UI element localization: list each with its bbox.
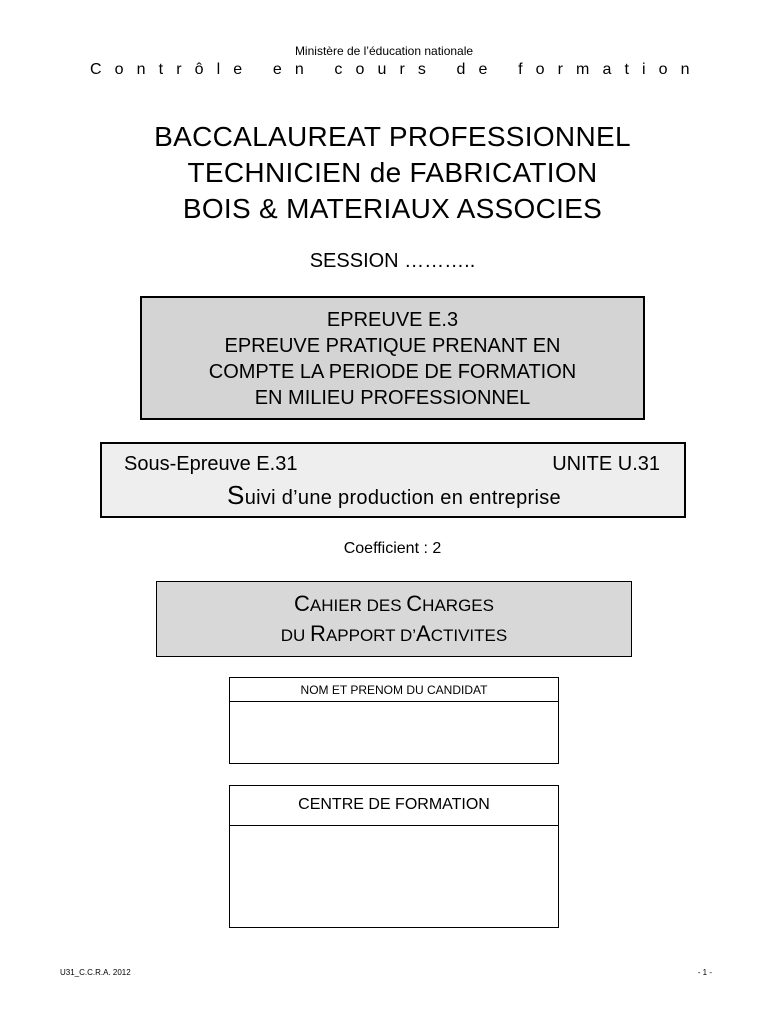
centre-formation-header: CENTRE DE FORMATION: [230, 786, 558, 826]
subtitle-letter: e: [272, 61, 282, 78]
subtitle-letter: u: [377, 61, 387, 78]
cahier-des-charges-box: [156, 581, 632, 657]
sous-epreuve-title: [102, 480, 686, 511]
centre-formation-field[interactable]: [230, 826, 558, 927]
cahier-text: CTIVITES: [430, 626, 508, 645]
subtitle-letter: r: [557, 61, 563, 78]
epreuve-line-3: COMPTE LA PERIODE DE FORMATION: [208, 361, 577, 383]
ministry-label: Ministère de l’éducation nationale: [294, 44, 474, 58]
cahier-text: APPORT D’: [325, 626, 417, 645]
epreuve-box: [140, 296, 645, 420]
title-line-1: BACCALAUREAT PROFESSIONNEL: [154, 121, 631, 152]
subtitle-letter: o: [658, 61, 668, 78]
subtitle-letter: r: [176, 61, 182, 78]
subtitle-letter: o: [535, 61, 545, 78]
cahier-text: AHIER DES: [309, 596, 407, 615]
epreuve-line-2: EPREUVE PRATIQUE PRENANT EN: [224, 335, 561, 357]
epreuve-line-1: EPREUVE E.3: [326, 309, 459, 331]
subtitle-letter: c: [334, 61, 343, 78]
sous-epreuve-title-rest: uivi d’une production en entreprise: [244, 487, 561, 509]
subtitle-letter: s: [417, 61, 426, 78]
cahier-line-2: [157, 620, 631, 650]
nom-prenom-header: NOM ET PRENOM DU CANDIDAT: [230, 678, 558, 702]
footer-reference: U31_C.C.R.A. 2012: [60, 968, 131, 977]
nom-prenom-box: [229, 677, 559, 764]
subtitle-letter: ô: [194, 61, 204, 78]
subtitle-letter: e: [478, 61, 488, 78]
subtitle-letter: i: [642, 61, 646, 78]
subtitle-letter: f: [518, 61, 523, 78]
nom-prenom-field[interactable]: [230, 702, 558, 763]
cap-letter: C: [406, 591, 423, 616]
subtitle-letter: o: [355, 61, 365, 78]
subtitle-letter: t: [624, 61, 629, 78]
subtitle-letter: [317, 61, 321, 79]
epreuve-line-4: EN MILIEU PROFESSIONNEL: [254, 387, 531, 409]
title-line-2: TECHNICIEN de FABRICATION: [187, 157, 598, 188]
sous-epreuve-title-initial: S: [227, 480, 245, 510]
subtitle-letter: [255, 61, 259, 79]
subtitle-letter: [439, 61, 443, 79]
subtitle-letter: [501, 61, 505, 79]
cahier-line-1: [157, 590, 631, 620]
sous-epreuve-box: [100, 442, 686, 518]
subtitle-letter: e: [233, 61, 243, 78]
subtitle-letter: r: [399, 61, 405, 78]
coefficient-label: Coefficient : 2: [343, 540, 442, 557]
cap-letter: R: [310, 621, 326, 646]
subtitle-letter: n: [294, 61, 304, 78]
sous-epreuve-label: Sous-Epreuve E.31: [124, 453, 298, 475]
session-label: SESSION ………..: [309, 250, 476, 272]
unite-label: UNITE U.31: [552, 453, 660, 475]
cahier-text: HARGES: [422, 596, 494, 615]
subtitle-letter: n: [136, 61, 146, 78]
cap-letter: A: [416, 621, 431, 646]
subtitle-letter: l: [216, 61, 221, 78]
subtitle-letter: o: [114, 61, 124, 78]
subtitle-letter: C: [90, 61, 102, 78]
subtitle-letter: t: [158, 61, 164, 78]
subtitle-letter: a: [602, 61, 612, 78]
page-number: - 1 -: [697, 968, 712, 977]
controle-en-cours-de-formation: [90, 61, 690, 79]
cahier-text: DU: [280, 626, 311, 645]
subtitle-letter: n: [680, 61, 690, 78]
centre-formation-box: [229, 785, 559, 928]
title-line-3: BOIS & MATERIAUX ASSOCIES: [182, 193, 603, 224]
subtitle-letter: m: [576, 61, 590, 78]
cap-letter: C: [294, 591, 310, 616]
subtitle-letter: d: [456, 61, 466, 78]
